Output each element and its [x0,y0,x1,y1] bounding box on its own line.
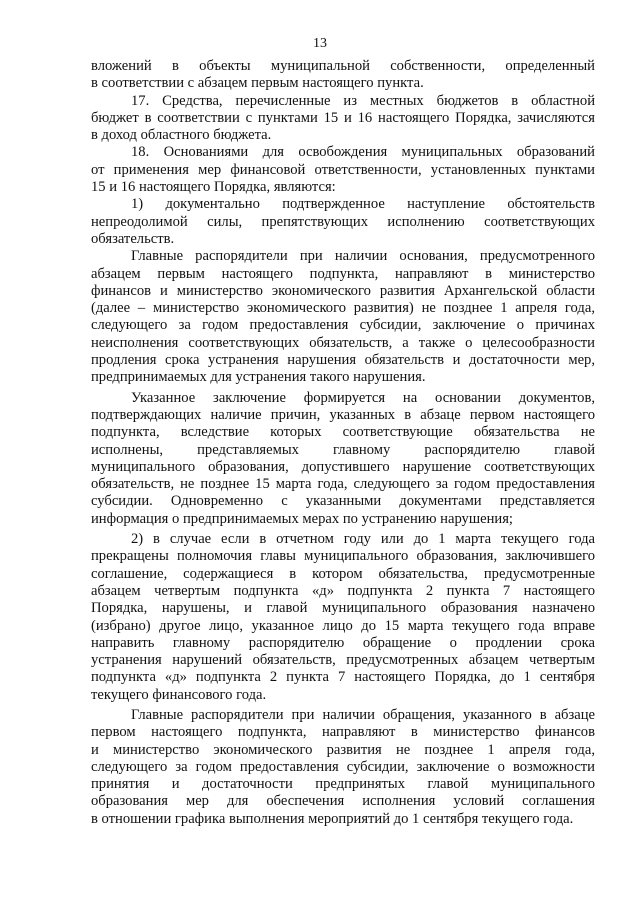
page-number: 13 [313,36,327,51]
text-line: прекращены полномочия главы муниципального образования, заключившего [91,548,595,565]
text-line: в доход областного бюджета. [91,127,272,144]
text-line: и министерство экономического развития не позднее 1 апреля года, [91,741,595,758]
text-line: бюджет в соответствии с пунктами 15 и 16 настоящего Порядка, зачисляются [91,109,595,126]
text-line: абзацем первым настоящего подпункта, направляют в министерство [91,265,595,282]
text-line: следующего за годом предоставления субсидии, заключение о причинах [91,317,595,334]
text-line: абзацем четвертым подпункта «д» подпункта 2 пункта 7 настоящего [91,582,595,599]
paragraph [91,144,595,196]
text-line: принятия и достаточности предпринятых главой муниципального [91,776,595,793]
text-line: обязательств, не позднее 15 марта года, следующего за годом предоставления [91,476,595,493]
text-line: первом настоящего подпункта, направляют в министерство финансов [91,724,595,741]
text-line: текущего финансового года. [91,686,267,703]
text-line: неисполнения соответствующих обязательств, а также о целесообразности [91,334,595,351]
text-line: устранения нарушений обязательств, предусмотренных абзацем четвертым [91,652,595,669]
text-line: направить главному распорядителю обращение о продлении срока [91,634,595,651]
text-line: подпункта, вследствие которых соответствующие обязательства не [91,424,595,441]
text-line: 15 и 16 настоящего Порядка, являются: [91,179,336,196]
text-line: 18. Основаниями для освобождения муниципальных образований [131,144,595,161]
text-line: 2) в случае если в отчетном году или до 1 марта текущего года [131,531,595,548]
text-line: 1) документально подтвержденное наступление обстоятельств [131,196,595,213]
text-line: Главные распорядители при наличии основания, предусмотренного [131,248,595,265]
text-line: субсидии. Одновременно с указанными документами представляется [91,493,595,510]
paragraph [91,58,595,93]
paragraph [91,390,595,528]
paragraph [91,531,595,704]
text-line: соглашение, содержащиеся в котором обязательства, предусмотренные [91,565,595,582]
paragraph [91,196,595,248]
paragraph [91,707,595,828]
document-body [91,58,595,828]
text-line: 17. Средства, перечисленные из местных бюджетов в областной [131,92,595,109]
text-line: следующего за годом предоставления субсидии, заключение о возможности [91,758,595,775]
text-line: подтверждающих наличие причин, указанных в абзаце первом настоящего [91,406,595,423]
text-line: (избрано) другое лицо, указанное лицо до 15 марта текущего года вправе [91,617,595,634]
text-line: (далее – министерство экономического развития) не позднее 1 апреля года, [91,300,595,317]
text-line: Главные распорядители при наличии обращения, указанного в абзаце [131,706,595,723]
text-line: от применения мер финансовой ответственности, установленных пунктами [91,161,595,178]
text-line: предпринимаемых для устранения такого нарушения. [91,369,426,386]
text-line: обязательств. [91,230,175,247]
text-line: продления срока устранения нарушения обязательств и достаточности мер, [91,352,595,369]
text-line: в соответствии с абзацем первым настоящего пункта. [91,75,424,92]
text-line: подпункта «д» подпункта 2 пункта 7 настоящего Порядка, до 1 сентября [91,669,595,686]
text-line: образования мер для обеспечения исполнения условий соглашения [91,793,595,810]
text-line: Указанное заключение формируется на основании документов, [131,389,595,406]
paragraph [91,93,595,145]
text-line: Порядка, нарушены, и главой муниципального образования назначено [91,600,595,617]
text-line: вложений в объекты муниципальной собственности, определенный [91,58,595,74]
paragraph [91,248,595,386]
text-line: финансов и министерство экономического развития Архангельской области [91,282,595,299]
text-line: муниципального образования, допустившего нарушение соответствующих [91,458,595,475]
text-line: в отношении графика выполнения мероприятий до 1 сентября текущего года. [91,810,574,827]
text-line: непреодолимой силы, препятствующих исполнению соответствующих [91,213,595,230]
text-line: исполнены, представляемых главному распорядителю главой [91,441,595,458]
text-line: информация о предпринимаемых мерах по устранению нарушения; [91,510,513,527]
